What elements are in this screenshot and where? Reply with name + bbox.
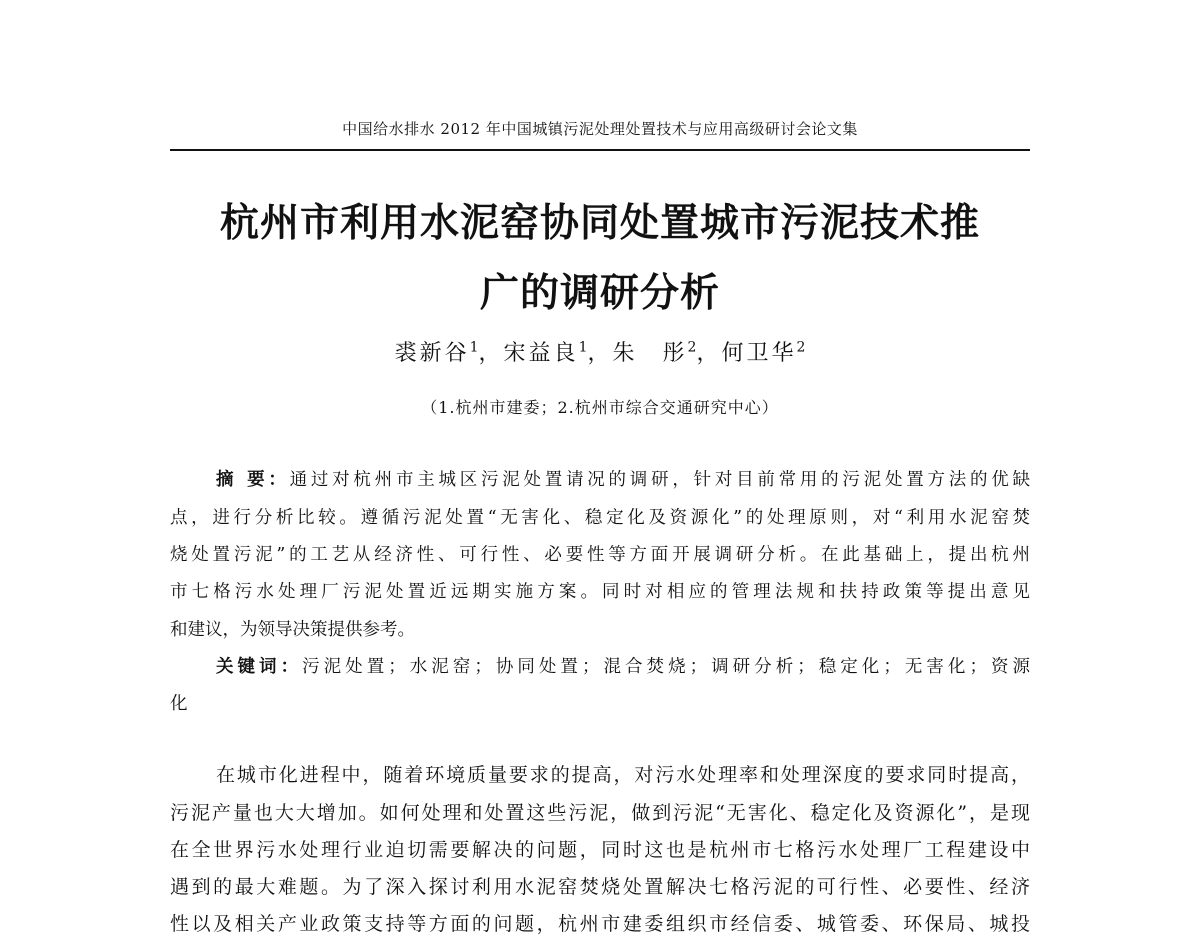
author-affiliation-mark: 1 [469,339,479,356]
abstract-label: 摘 要： [216,470,290,490]
abstract-line: 和建议，为领导决策提供参考。 [170,620,415,640]
header-rule [170,149,1030,151]
keywords-line: 化 [170,694,188,714]
paper-title-line-2: 广的调研分析 [479,271,720,316]
body-line: 污泥产量也大大增加。如何处理和处置这些污泥，做到污泥“无害化、稳定化及资源化”，是现 [170,802,1030,824]
author-affiliation-mark: 1 [578,339,588,356]
author-affiliation-mark: 2 [796,339,806,356]
running-head: 中国给水排水 2012 年中国城镇污泥处理处置技术与应用高级研讨会论文集 [342,120,858,138]
abstract-line: 点，进行分析比较。遵循污泥处置“无害化、稳定化及资源化”的处理原则，对“利用水泥窑焚 [170,508,1030,528]
author-name: 裘新谷 [394,341,470,366]
abstract-line: 摘 要：通过对杭州市主城区污泥处置请况的调研，针对目前常用的污泥处置方法的优缺 [216,470,1031,490]
body-line: 性以及相关产业政策支持等方面的问题，杭州市建委组织市经信委、城管委、环保局、城投 [170,913,1030,935]
keywords-label: 关键词： [216,657,303,677]
author-list: 裘新谷$^1$，宋益良$^1$，朱 彤$^2$，何卫华$^2$ [394,339,806,366]
body-line: 在全世界污水处理行业迫切需要解决的问题，同时这也是杭州市七格污水处理厂工程建设中 [170,839,1030,861]
abstract-line: 市七格污水处理厂污泥处置近远期实施方案。同时对相应的管理法规和扶持政策等提出意见 [170,582,1030,602]
author-name: 朱 彤 [612,341,688,366]
abstract-line: 烧处置污泥”的工艺从经济性、可行性、必要性等方面开展调研分析。在此基础上，提出杭州 [170,545,1030,565]
author-name: 宋益良 [503,341,579,366]
keywords-line: 关键词：污泥处置；水泥窑；协同处置；混合焚烧；调研分析；稳定化；无害化；资源 [216,657,1030,677]
body-line: 在城市化进程中，随着环境质量要求的提高，对污水处理率和处理深度的要求同时提高， [216,764,1030,786]
affiliations: （1.杭州市建委；2.杭州市综合交通研究中心） [421,398,779,417]
body-line: 遇到的最大难题。为了深入探讨利用水泥窑焚烧处置解决七格污泥的可行性、必要性、经济 [170,876,1030,898]
paper-title-line-1: 杭州市利用水泥窑协同处置城市污泥技术推 [219,201,980,246]
author-name: 何卫华 [721,341,797,366]
author-affiliation-mark: 2 [687,339,697,356]
